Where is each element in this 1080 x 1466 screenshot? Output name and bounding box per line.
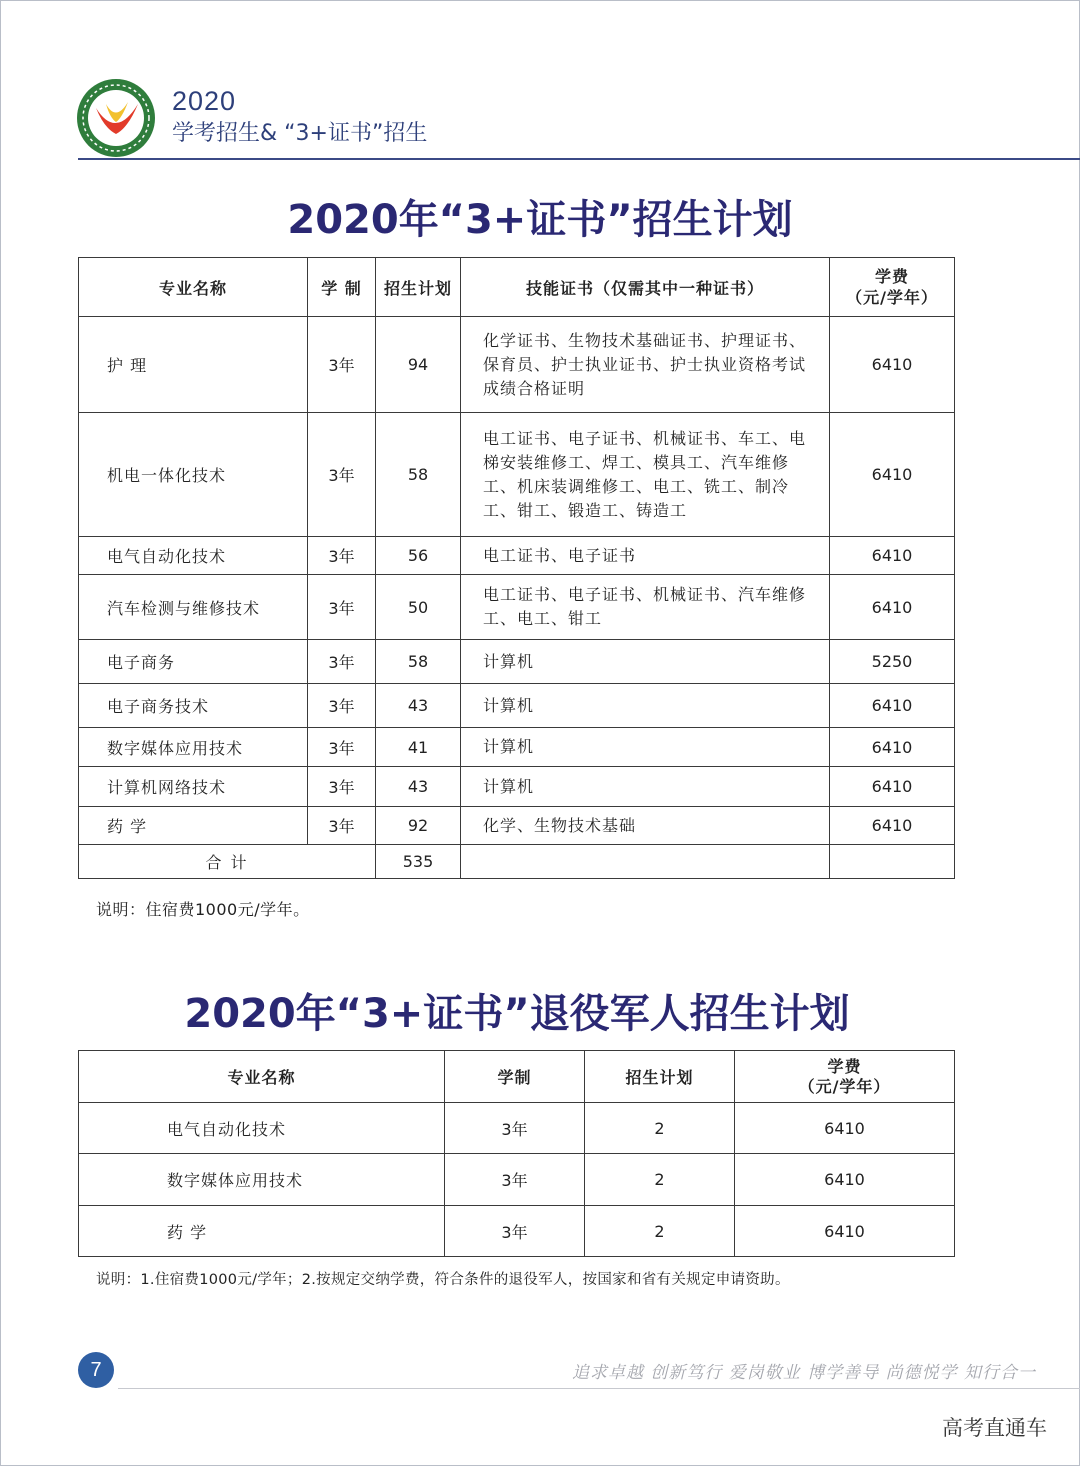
cell-years: 3年 [445,1206,585,1257]
cell-cert: 电工证书、电子证书、机械证书、汽车维修工、电工、钳工 [461,575,830,640]
header-year: 2020 [172,86,237,116]
table-row [79,575,955,640]
cell-fee: 6410 [830,767,955,807]
cell-quota: 92 [376,807,461,845]
cell-major: 电气自动化技术 [79,537,308,575]
table-row [79,684,955,728]
table-row [79,640,955,684]
cell-cert: 计算机 [461,767,830,807]
total-label: 合 计 [79,845,376,879]
cell-years: 3年 [308,640,376,684]
col-fee-line2: （元/学年） [798,1076,891,1096]
cell-major: 数字媒体应用技术 [79,1154,445,1206]
cell-major: 药 学 [79,807,308,845]
header-subtitle: 学考招生& “3+证书”招生 [172,121,428,146]
table-row [79,1154,955,1206]
table-row [79,1103,955,1154]
cell-years: 3年 [308,537,376,575]
veteran-table [78,1050,955,1257]
cell-major: 电子商务技术 [79,684,308,728]
plan-title: 2020年“3+证书”招生计划 [287,197,793,243]
cell-fee: 6410 [830,413,955,537]
cell-years: 3年 [445,1154,585,1206]
cell-quota: 41 [376,728,461,767]
table-row [79,413,955,537]
cell-fee: 6410 [735,1206,955,1257]
cell-fee: 6410 [830,728,955,767]
col-cert: 技能证书（仅需其中一种证书） [461,258,830,317]
cell-fee: 6410 [735,1103,955,1154]
cell-major: 计算机网络技术 [79,767,308,807]
total-empty-cert [461,845,830,879]
cell-fee: 6410 [735,1154,955,1206]
col-quota: 招生计划 [376,258,461,317]
cell-cert: 计算机 [461,640,830,684]
table-row [79,1206,955,1257]
cell-quota: 2 [585,1206,735,1257]
cell-cert: 电工证书、电子证书、机械证书、车工、电梯安装维修工、焊工、模具工、汽车维修工、机床装调维修工、电工、铣工、制冷工、钳工、锻造工、铸造工 [461,413,830,537]
col-fee [735,1051,955,1103]
col-years: 学制 [445,1051,585,1103]
cell-years: 3年 [308,684,376,728]
cell-quota: 2 [585,1103,735,1154]
cell-quota: 50 [376,575,461,640]
total-value: 535 [376,845,461,879]
cell-cert: 化学证书、生物技术基础证书、护理证书、保育员、护士执业证书、护士执业资格考试成绩合格证明 [461,317,830,413]
col-fee-line2: （元/学年） [846,288,938,307]
cell-major: 药 学 [79,1206,445,1257]
plan-note: 说明：住宿费1000元/学年。 [96,900,310,919]
cell-years: 3年 [445,1103,585,1154]
cell-fee: 6410 [830,807,955,845]
cell-quota: 58 [376,640,461,684]
col-major: 专业名称 [79,1051,445,1103]
total-row [79,845,955,879]
cell-quota: 43 [376,684,461,728]
table-row [79,537,955,575]
watermark: 高考直通车 [942,1416,1047,1440]
cell-years: 3年 [308,807,376,845]
col-fee [830,258,955,317]
cell-fee: 5250 [830,640,955,684]
cell-major: 电子商务 [79,640,308,684]
veteran-note: 说明：1.住宿费1000元/学年；2.按规定交纳学费，符合条件的退役军人，按国家和省有关规定申请资助。 [96,1272,790,1288]
cell-years: 3年 [308,767,376,807]
cell-major: 电气自动化技术 [79,1103,445,1154]
cell-cert: 化学、生物技术基础 [461,807,830,845]
cell-years: 3年 [308,728,376,767]
header-divider [78,158,1080,160]
table-row [79,317,955,413]
cell-quota: 58 [376,413,461,537]
cell-fee: 6410 [830,317,955,413]
cell-major: 数字媒体应用技术 [79,728,308,767]
cell-cert: 电工证书、电子证书 [461,537,830,575]
table-row [79,767,955,807]
cell-fee: 6410 [830,684,955,728]
cell-quota: 2 [585,1154,735,1206]
cell-major: 机电一体化技术 [79,413,308,537]
cell-years: 3年 [308,413,376,537]
school-motto: 追求卓越 创新笃行 爱岗敬业 博学善导 尚德悦学 知行合一 [572,1363,1037,1383]
plan-table [78,257,955,879]
cell-fee: 6410 [830,537,955,575]
table-row [79,728,955,767]
cell-cert: 计算机 [461,728,830,767]
col-major: 专业名称 [79,258,308,317]
cell-quota: 94 [376,317,461,413]
cell-cert: 计算机 [461,684,830,728]
cell-years: 3年 [308,575,376,640]
cell-quota: 56 [376,537,461,575]
cell-major: 护 理 [79,317,308,413]
school-logo-icon [76,78,156,158]
col-quota: 招生计划 [585,1051,735,1103]
veteran-header-row [79,1051,955,1103]
footer-divider [118,1388,1080,1389]
total-empty-fee [830,845,955,879]
col-fee-line1: 学费 [874,267,909,286]
cell-years: 3年 [308,317,376,413]
cell-fee: 6410 [830,575,955,640]
col-fee-line1: 学费 [827,1056,862,1076]
cell-major: 汽车检测与维修技术 [79,575,308,640]
cell-quota: 43 [376,767,461,807]
plan-header-row [79,258,955,317]
table-row [79,807,955,845]
veteran-title: 2020年“3+证书”退役军人招生计划 [184,991,850,1037]
page-number: 7 [78,1352,114,1388]
col-years: 学 制 [308,258,376,317]
